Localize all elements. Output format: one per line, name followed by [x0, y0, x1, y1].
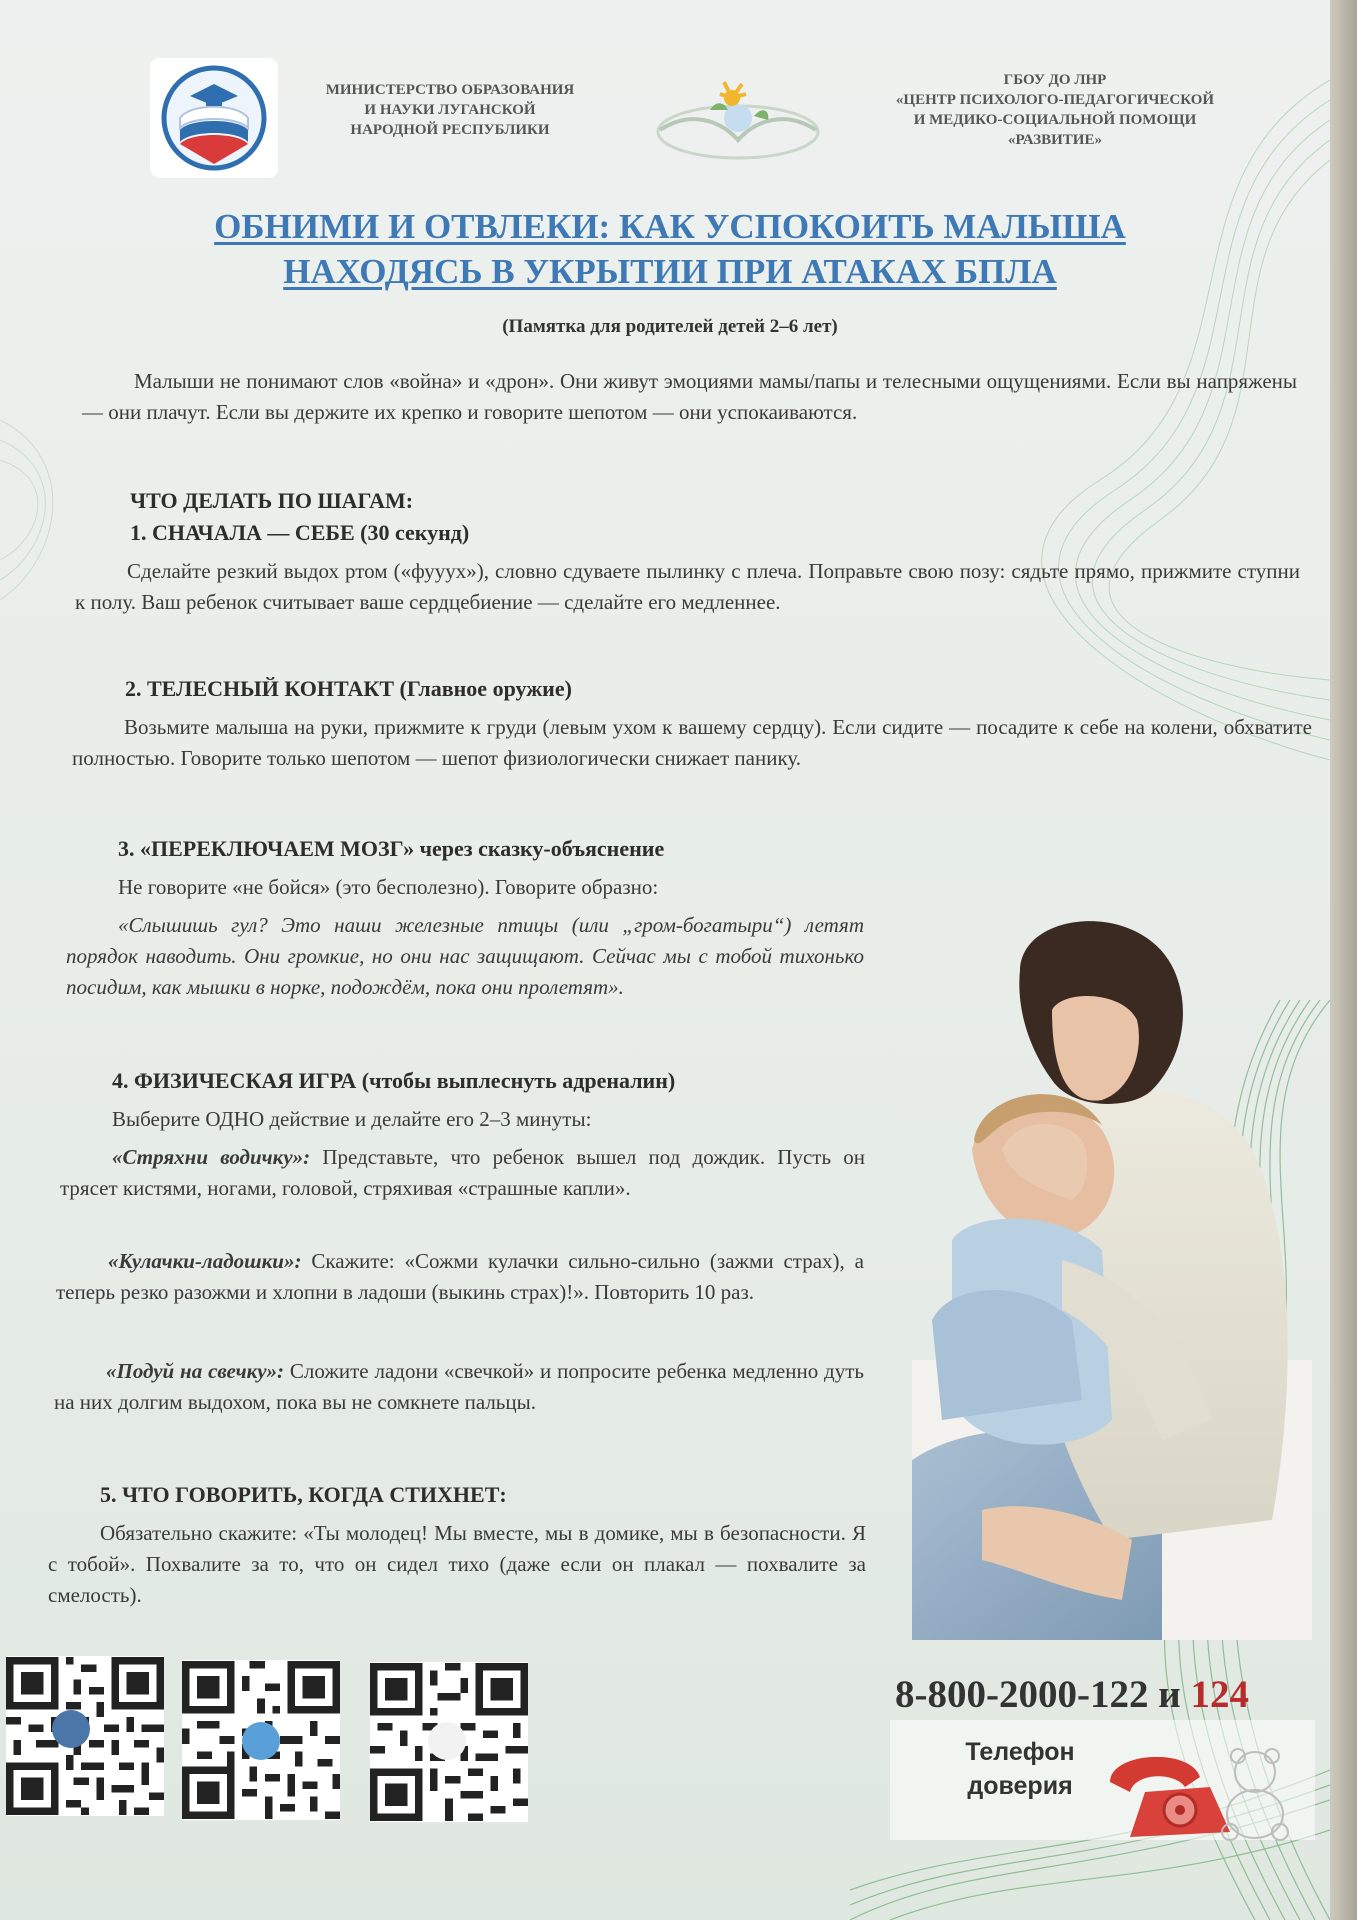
- intro-paragraph: Малыши не понимают слов «война» и «дрон». Они живут эмоциями мамы/папы и телесными ощущениями. Если вы напряжены — они плачут. Если вы держите их крепко и говорите шепотом — они успокаиваются.: [82, 369, 1297, 424]
- steps-heading: ЧТО ДЕЛАТЬ ПО ШАГАМ:: [130, 488, 414, 513]
- hotline-number[interactable]: [895, 1672, 1249, 1717]
- hotline-label: [930, 1735, 1110, 1803]
- title-line: НАХОДЯСЬ В УКРЫТИИ ПРИ АТАКАХ БПЛА: [283, 252, 1057, 291]
- max-messenger-icon: [242, 1722, 280, 1760]
- game-name: «Стряхни водичку»:: [112, 1145, 311, 1169]
- game-name: «Подуй на свечку»:: [106, 1359, 285, 1383]
- ministry-emblem-icon: [150, 58, 278, 178]
- phone-short[interactable]: 124: [1190, 1673, 1249, 1716]
- step4-text: Выберите ОДНО действие и делайте его 2–3 минуты:: [112, 1107, 592, 1131]
- center-line: «ЦЕНТР ПСИХОЛОГО-ПЕДАГОГИЧЕСКОЙ: [895, 92, 1215, 108]
- step5-text: Обязательно скажите: «Ты молодец! Мы вместе, мы в домике, мы в безопасности. Я с тобой». Похвалите за то, что он сидел тихо (даже если он плакал — похвалите за смелость).: [48, 1521, 866, 1607]
- game-description: Представьте, что ребенок вышел под дождик. Пусть он трясет кистями, ногами, головой, стряхивая «страшные капли».: [60, 1145, 865, 1200]
- qr-code-website[interactable]: [370, 1662, 528, 1822]
- hotline-label-line: Телефон: [965, 1738, 1075, 1766]
- center-line: И МЕДИКО-СОЦИАЛЬНОЙ ПОМОЩИ: [913, 112, 1197, 128]
- step1-heading: 1. СНАЧАЛА — СЕБЕ (30 секунд): [130, 520, 470, 545]
- center-line: «РАЗВИТИЕ»: [1008, 132, 1102, 148]
- step2-text: Возьмите малыша на руки, прижмите к груди (левым ухом к вашему сердцу). Если сидите — посадите к себе на колени, обхватите полностью. Говорите только шепотом — шепот физиологически снижает панику.: [72, 715, 1312, 770]
- ministry-line: И НАУКИ ЛУГАНСКОЙ: [364, 102, 536, 118]
- step4-heading: 4. ФИЗИЧЕСКАЯ ИГРА (чтобы выплеснуть адреналин): [112, 1068, 676, 1093]
- step3-text: Не говорите «не бойся» (это бесполезно). Говорите образно:: [118, 875, 659, 899]
- leaflet-subtitle: (Памятка для родителей детей 2–6 лет): [502, 316, 838, 337]
- qr-code-vk[interactable]: [6, 1656, 164, 1816]
- qr-code-max[interactable]: [182, 1660, 340, 1820]
- teddy-bear-icon: [1200, 1742, 1310, 1842]
- ministry-name: [290, 80, 610, 140]
- step5-heading: 5. ЧТО ГОВОРИТЬ, КОГДА СТИХНЕТ:: [100, 1482, 507, 1507]
- game-description: Скажите: «Сожми кулачки сильно-сильно (зажми страх), а теперь резко разожми и хлопни в ладоши (выкинь страх)!». Повторить 10 раз.: [56, 1249, 864, 1304]
- title-line: ОБНИМИ И ОТВЛЕКИ: КАК УСПОКОИТЬ МАЛЫША: [214, 207, 1126, 246]
- phone-main[interactable]: 8-800-2000-122: [895, 1673, 1149, 1716]
- game-svechka: [54, 1356, 864, 1418]
- ministry-line: МИНИСТЕРСТВО ОБРАЗОВАНИЯ: [325, 82, 575, 98]
- leaflet-title: [100, 204, 1240, 294]
- step2-heading: 2. ТЕЛЕСНЫЙ КОНТАКТ (Главное оружие): [125, 676, 572, 701]
- phone-and: и: [1158, 1673, 1181, 1716]
- step3-heading: 3. «ПЕРЕКЛЮЧАЕМ МОЗГ» через сказку-объяснение: [118, 836, 665, 861]
- step3-quote: «Слышишь гул? Это наши железные птицы (или „гром-богатыри“) летят порядок наводить. Они громкие, но они нас защищают. Сейчас мы с тобой тихонько посидим, как мышки в норке, подождём, пока они пролетят».: [66, 913, 864, 999]
- step1-text: Сделайте резкий выдох ртом («фууух»), словно сдуваете пылинку с плеча. Поправьте свою позу: сядьте прямо, прижмите ступни к полу. Ваш ребенок считывает ваше сердцебиение — сделайте его медленнее.: [75, 559, 1300, 614]
- background-surface: [1330, 0, 1357, 1920]
- center-line: ГБОУ ДО ЛНР: [1003, 72, 1107, 88]
- game-kulachki: [56, 1246, 864, 1308]
- flower-logo-icon: [428, 1722, 466, 1760]
- game-name: «Кулачки-ладошки»:: [108, 1249, 302, 1273]
- center-name: [855, 70, 1255, 150]
- hotline-label-line: доверия: [967, 1772, 1073, 1800]
- ministry-line: НАРОДНОЙ РЕСПУБЛИКИ: [350, 122, 550, 138]
- game-description: Сложите ладони «свечкой» и попросите ребенка медленно дуть на них долгим выдохом, пока вы не сомкнете пальцы.: [54, 1359, 864, 1414]
- vk-icon: [52, 1710, 90, 1748]
- ministry-logo: [150, 58, 278, 178]
- game-stryahni: [60, 1142, 865, 1204]
- hands-flower-logo-icon: [650, 70, 825, 170]
- mother-hugging-child-photo: [912, 900, 1312, 1640]
